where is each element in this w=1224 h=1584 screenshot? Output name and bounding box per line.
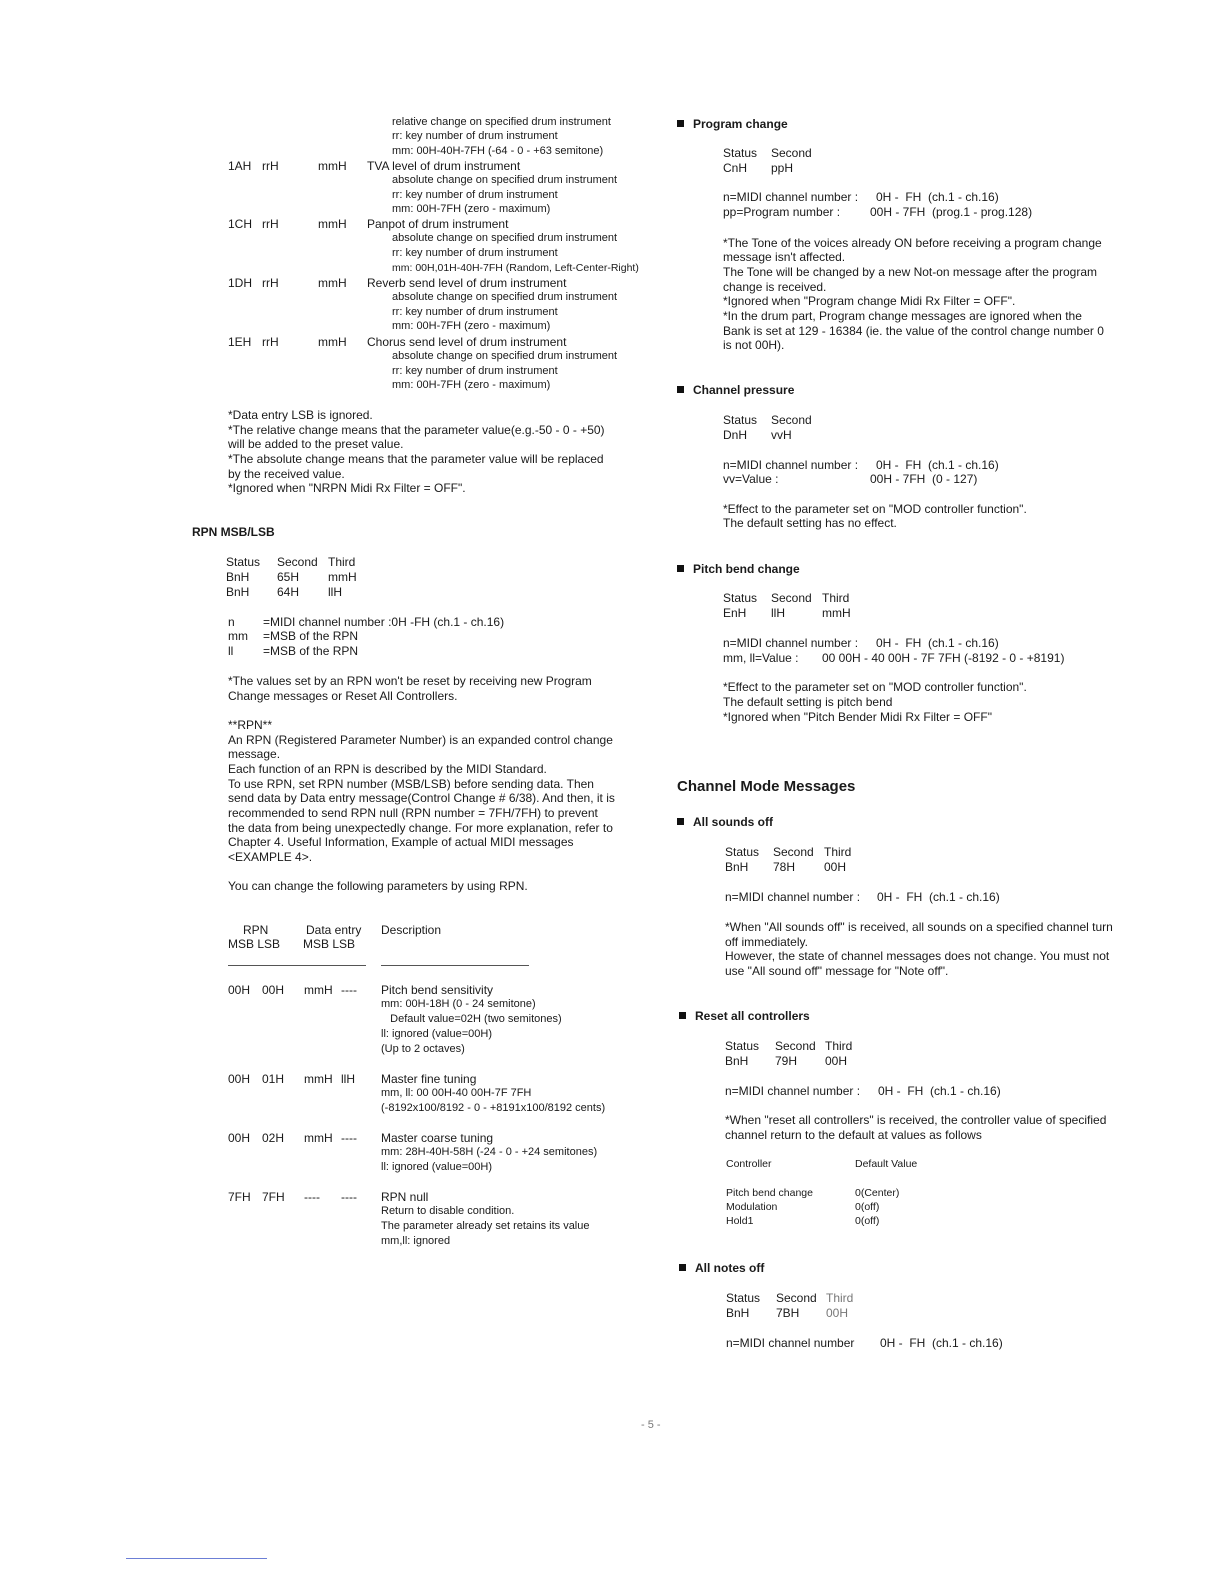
def-label: n=MIDI channel number :	[725, 890, 861, 904]
rpn-cell: 65H	[277, 570, 300, 584]
rpn-heading: RPN MSB/LSB	[192, 525, 275, 539]
section-heading: Reset all controllers	[679, 1009, 810, 1023]
def-value: 0H - FH (ch.1 - ch.16)	[878, 1084, 1001, 1098]
cell: BnH	[726, 1306, 750, 1320]
section-heading: Channel pressure	[677, 383, 794, 397]
text-line: relative change on specified drum instrument	[392, 116, 611, 128]
nrpn-mm: mmH	[318, 276, 347, 290]
note-line: *Ignored when "NRPN Midi Rx Filter = OFF".	[228, 481, 466, 495]
header-second: Second	[773, 845, 814, 859]
note-line: *Effect to the parameter set on "MOD controller function".	[723, 502, 1027, 516]
note-line: is not 00H).	[723, 338, 785, 352]
param-lsb: 01H	[262, 1072, 285, 1086]
header-second: Second	[776, 1291, 817, 1305]
note-line: by the received value.	[228, 467, 345, 481]
cell: llH	[771, 606, 785, 620]
note-line: channel return to the default at values as follows	[725, 1128, 982, 1142]
param-de-msb: mmH	[304, 983, 333, 997]
text-line: mm,ll: ignored	[381, 1235, 451, 1247]
note-line: *The relative change means that the parameter value(e.g.-50 - 0 - +50)	[228, 423, 605, 437]
cell: vvH	[771, 428, 792, 442]
para-line: send data by Data entry message(Control Change # 6/38). And then, it is	[228, 791, 615, 805]
nrpn-code: 1AH	[228, 159, 252, 173]
nrpn-rr: rrH	[262, 276, 279, 290]
note-line: *In the drum part, Program change messages are ignored when the	[723, 309, 1082, 323]
para-line: message.	[228, 747, 281, 761]
section-heading: All sounds off	[677, 815, 773, 829]
header-second: Second	[771, 413, 812, 427]
cell: ppH	[771, 161, 794, 175]
cell: CnH	[723, 161, 748, 175]
nrpn-title: Reverb send level of drum instrument	[367, 276, 567, 290]
cell: mmH	[822, 606, 851, 620]
text-line: mm: 00H-7FH (zero - maximum)	[392, 203, 551, 215]
para-line: An RPN (Registered Parameter Number) is an expanded control change	[228, 733, 613, 747]
col-header-description: Description	[381, 923, 442, 937]
table-cell: 0(Center)	[855, 1187, 900, 1199]
cell: 79H	[775, 1054, 798, 1068]
header-third: Third	[824, 845, 852, 859]
rpn-cell: 64H	[277, 585, 300, 599]
bullet-square-icon	[677, 818, 684, 825]
header-status: Status	[723, 413, 758, 427]
def-label: vv=Value :	[723, 472, 779, 486]
bullet-square-icon	[677, 120, 684, 127]
def-value: 00 00H - 40 00H - 7F 7FH (-8192 - 0 - +8191)	[822, 651, 1065, 665]
rpn-header-second: Second	[277, 555, 318, 569]
text-line: mm: 00H-7FH (zero - maximum)	[392, 379, 551, 391]
nrpn-rr: rrH	[262, 217, 279, 231]
table-header: Default Value	[855, 1158, 918, 1170]
para-line: To use RPN, set RPN number (MSB/LSB) before sending data. Then	[228, 777, 594, 791]
rpn-header-status: Status	[226, 555, 261, 569]
nrpn-mm: mmH	[318, 159, 347, 173]
text-line: ll: ignored (value=00H)	[381, 1161, 492, 1173]
def-value: 0H - FH (ch.1 - ch.16)	[876, 190, 999, 204]
rpn-cell: llH	[328, 585, 342, 599]
rpn-header-third: Third	[328, 555, 356, 569]
param-de-lsb: llH	[341, 1072, 355, 1086]
table-cell: 0(off)	[855, 1201, 880, 1213]
table-rule	[381, 965, 529, 966]
note-line: off immediately.	[725, 935, 808, 949]
table-cell: Modulation	[726, 1201, 778, 1213]
text-line: (-8192x100/8192 - 0 - +8191x100/8192 cents)	[381, 1102, 606, 1114]
cell: EnH	[723, 606, 747, 620]
text-line: mm: 00H-40H-7FH (-64 - 0 - +63 semitone)	[392, 145, 604, 157]
col-header-data-entry: Data entry	[306, 923, 362, 937]
def-symbol: mm	[228, 629, 248, 643]
note-line: *The absolute change means that the parameter value will be replaced	[228, 452, 604, 466]
para-line: the data from being unexpectedly change. For more explanation, refer to	[228, 821, 613, 835]
text-line: The parameter already set retains its value	[381, 1220, 590, 1232]
param-lsb: 00H	[262, 983, 285, 997]
nrpn-code: 1EH	[228, 335, 252, 349]
nrpn-rr: rrH	[262, 335, 279, 349]
header-status: Status	[723, 591, 758, 605]
def-label: n=MIDI channel number	[726, 1336, 855, 1350]
note-line: *Ignored when "Pitch Bender Midi Rx Filter = OFF"	[723, 710, 992, 724]
note-line: *Effect to the parameter set on "MOD controller function".	[723, 680, 1027, 694]
note-line: The Tone will be changed by a new Not-on message after the program	[723, 265, 1097, 279]
text-line: absolute change on specified drum instrument	[392, 350, 618, 362]
para-line: You can change the following parameters by using RPN.	[228, 879, 528, 893]
def-text: =MIDI channel number :0H -FH (ch.1 - ch.16)	[263, 615, 505, 629]
bullet-square-icon	[679, 1012, 686, 1019]
bullet-square-icon	[677, 386, 684, 393]
cell: 00H	[824, 860, 847, 874]
rpn-cell: BnH	[226, 570, 250, 584]
table-rule	[228, 965, 366, 966]
note-line: *When "All sounds off" is received, all sounds on a specified channel turn	[725, 920, 1113, 934]
param-lsb: 7FH	[262, 1190, 285, 1204]
header-second: Second	[771, 146, 812, 160]
header-second: Second	[771, 591, 812, 605]
header-status: Status	[725, 845, 760, 859]
note-line: The default setting has no effect.	[723, 516, 897, 530]
def-label: n=MIDI channel number :	[723, 636, 859, 650]
table-cell: Hold1	[726, 1215, 754, 1227]
def-value: 0H - FH (ch.1 - ch.16)	[877, 890, 1000, 904]
def-value: 0H - FH (ch.1 - ch.16)	[876, 636, 999, 650]
para-line: recommended to send RPN null (RPN number = 7FH/7FH) to prevent	[228, 806, 598, 820]
note-line: Bank is set at 129 - 16384 (ie. the value of the control change number 0	[723, 324, 1104, 338]
param-title: Pitch bend sensitivity	[381, 983, 494, 997]
section-heading: Program change	[677, 117, 788, 131]
text-line: rr: key number of drum instrument	[392, 247, 558, 259]
text-line: rr: key number of drum instrument	[392, 365, 558, 377]
page-number: - 5 -	[641, 1419, 661, 1431]
def-text: =MSB of the RPN	[263, 644, 359, 658]
text-line: absolute change on specified drum instrument	[392, 174, 618, 186]
header-third: Third	[822, 591, 850, 605]
param-lsb: 02H	[262, 1131, 285, 1145]
note-line: message isn't affected.	[723, 250, 846, 264]
text-line: Default value=02H (two semitones)	[381, 1013, 562, 1025]
text-line: (Up to 2 octaves)	[381, 1043, 465, 1055]
note-line: However, the state of channel messages does not change. You must not	[725, 949, 1110, 963]
cell: BnH	[725, 1054, 749, 1068]
cell: 7BH	[776, 1306, 800, 1320]
text-line: absolute change on specified drum instrument	[392, 232, 618, 244]
text-line: mm: 00H-18H (0 - 24 semitone)	[381, 998, 536, 1010]
param-msb: 00H	[228, 1072, 251, 1086]
note-line: Change messages or Reset All Controllers.	[228, 689, 458, 703]
table-cell: Pitch bend change	[726, 1187, 813, 1199]
nrpn-code: 1DH	[228, 276, 253, 290]
section-heading: Pitch bend change	[677, 562, 800, 576]
bullet-square-icon	[677, 565, 684, 572]
section-heading: All notes off	[679, 1261, 764, 1275]
cell: 00H	[825, 1054, 848, 1068]
text-line: rr: key number of drum instrument	[392, 306, 558, 318]
param-de-lsb: ----	[341, 1131, 357, 1145]
note-line: will be added to the preset value.	[228, 437, 404, 451]
param-de-msb: ----	[304, 1190, 320, 1204]
note-line: The default setting is pitch bend	[723, 695, 893, 709]
note-line: *Data entry LSB is ignored.	[228, 408, 373, 422]
def-symbol: ll	[228, 644, 234, 658]
text-line: absolute change on specified drum instrument	[392, 291, 618, 303]
nrpn-code: 1CH	[228, 217, 253, 231]
param-msb: 00H	[228, 1131, 251, 1145]
nrpn-mm: mmH	[318, 217, 347, 231]
def-value: 00H - 7FH (prog.1 - prog.128)	[870, 205, 1033, 219]
text-line: mm: 00H-7FH (zero - maximum)	[392, 320, 551, 332]
param-de-msb: mmH	[304, 1131, 333, 1145]
text-line: rr: key number of drum instrument	[392, 130, 558, 142]
header-second: Second	[775, 1039, 816, 1053]
def-label: mm, ll=Value :	[723, 651, 799, 665]
def-text: =MSB of the RPN	[263, 629, 359, 643]
def-value: 00H - 7FH (0 - 127)	[870, 472, 978, 486]
rpn-cell: BnH	[226, 585, 250, 599]
text-line: mm: 28H-40H-58H (-24 - 0 - +24 semitones)	[381, 1146, 598, 1158]
footer-rule	[126, 1558, 267, 1559]
text-line: mm, ll: 00 00H-40 00H-7F 7FH	[381, 1087, 532, 1099]
nrpn-title: TVA level of drum instrument	[367, 159, 521, 173]
bullet-square-icon	[679, 1264, 686, 1271]
para-line: Each function of an RPN is described by the MIDI Standard.	[228, 762, 547, 776]
cell: 00H	[826, 1306, 849, 1320]
header-status: Status	[725, 1039, 760, 1053]
col-header-msb-lsb: MSB LSB	[228, 937, 281, 951]
text-line: mm: 00H,01H-40H-7FH (Random, Left-Center-Right)	[392, 262, 639, 274]
note-line: *Ignored when "Program change Midi Rx Filter = OFF".	[723, 294, 1016, 308]
table-header: Controller	[726, 1158, 772, 1170]
cell: 78H	[773, 860, 796, 874]
cell: DnH	[723, 428, 748, 442]
param-msb: 00H	[228, 983, 251, 997]
para-line: Chapter 4. Useful Information, Example of actual MIDI messages	[228, 835, 574, 849]
note-line: *The Tone of the voices already ON before receiving a program change	[723, 236, 1102, 250]
param-msb: 7FH	[228, 1190, 251, 1204]
col-header-de-msb-lsb: MSB LSB	[303, 937, 356, 951]
nrpn-title: Chorus send level of drum instrument	[367, 335, 567, 349]
def-label: pp=Program number :	[723, 205, 841, 219]
param-title: Master coarse tuning	[381, 1131, 494, 1145]
nrpn-rr: rrH	[262, 159, 279, 173]
def-label: n=MIDI channel number :	[723, 190, 859, 204]
note-line: *The values set by an RPN won't be reset by receiving new Program	[228, 674, 592, 688]
def-value: 0H - FH (ch.1 - ch.16)	[876, 458, 999, 472]
param-de-lsb: ----	[341, 983, 357, 997]
note-line: use "All sound off" message for "Note off".	[725, 964, 949, 978]
note-line: change is received.	[723, 280, 827, 294]
nrpn-mm: mmH	[318, 335, 347, 349]
text-line: rr: key number of drum instrument	[392, 189, 558, 201]
rpn-cell: mmH	[328, 570, 357, 584]
header-status: Status	[723, 146, 758, 160]
table-cell: 0(off)	[855, 1215, 880, 1227]
para-line: <EXAMPLE 4>.	[228, 850, 313, 864]
def-label: n=MIDI channel number :	[723, 458, 859, 472]
header-status: Status	[726, 1291, 761, 1305]
rpn-subtitle: **RPN**	[228, 718, 273, 732]
section-title: Channel Mode Messages	[677, 778, 856, 795]
header-third: Third	[825, 1039, 853, 1053]
nrpn-title: Panpot of drum instrument	[367, 217, 509, 231]
text-line: Return to disable condition.	[381, 1205, 515, 1217]
param-title: RPN null	[381, 1190, 429, 1204]
def-label: n=MIDI channel number :	[725, 1084, 861, 1098]
text-line: ll: ignored (value=00H)	[381, 1028, 492, 1040]
col-header-rpn: RPN	[243, 923, 269, 937]
def-value: 0H - FH (ch.1 - ch.16)	[880, 1336, 1003, 1350]
param-title: Master fine tuning	[381, 1072, 477, 1086]
param-de-msb: mmH	[304, 1072, 333, 1086]
param-de-lsb: ----	[341, 1190, 357, 1204]
header-third: Third	[826, 1291, 854, 1305]
note-line: *When "reset all controllers" is received, the controller value of specified	[725, 1113, 1107, 1127]
cell: BnH	[725, 860, 749, 874]
def-symbol: n	[228, 615, 235, 629]
